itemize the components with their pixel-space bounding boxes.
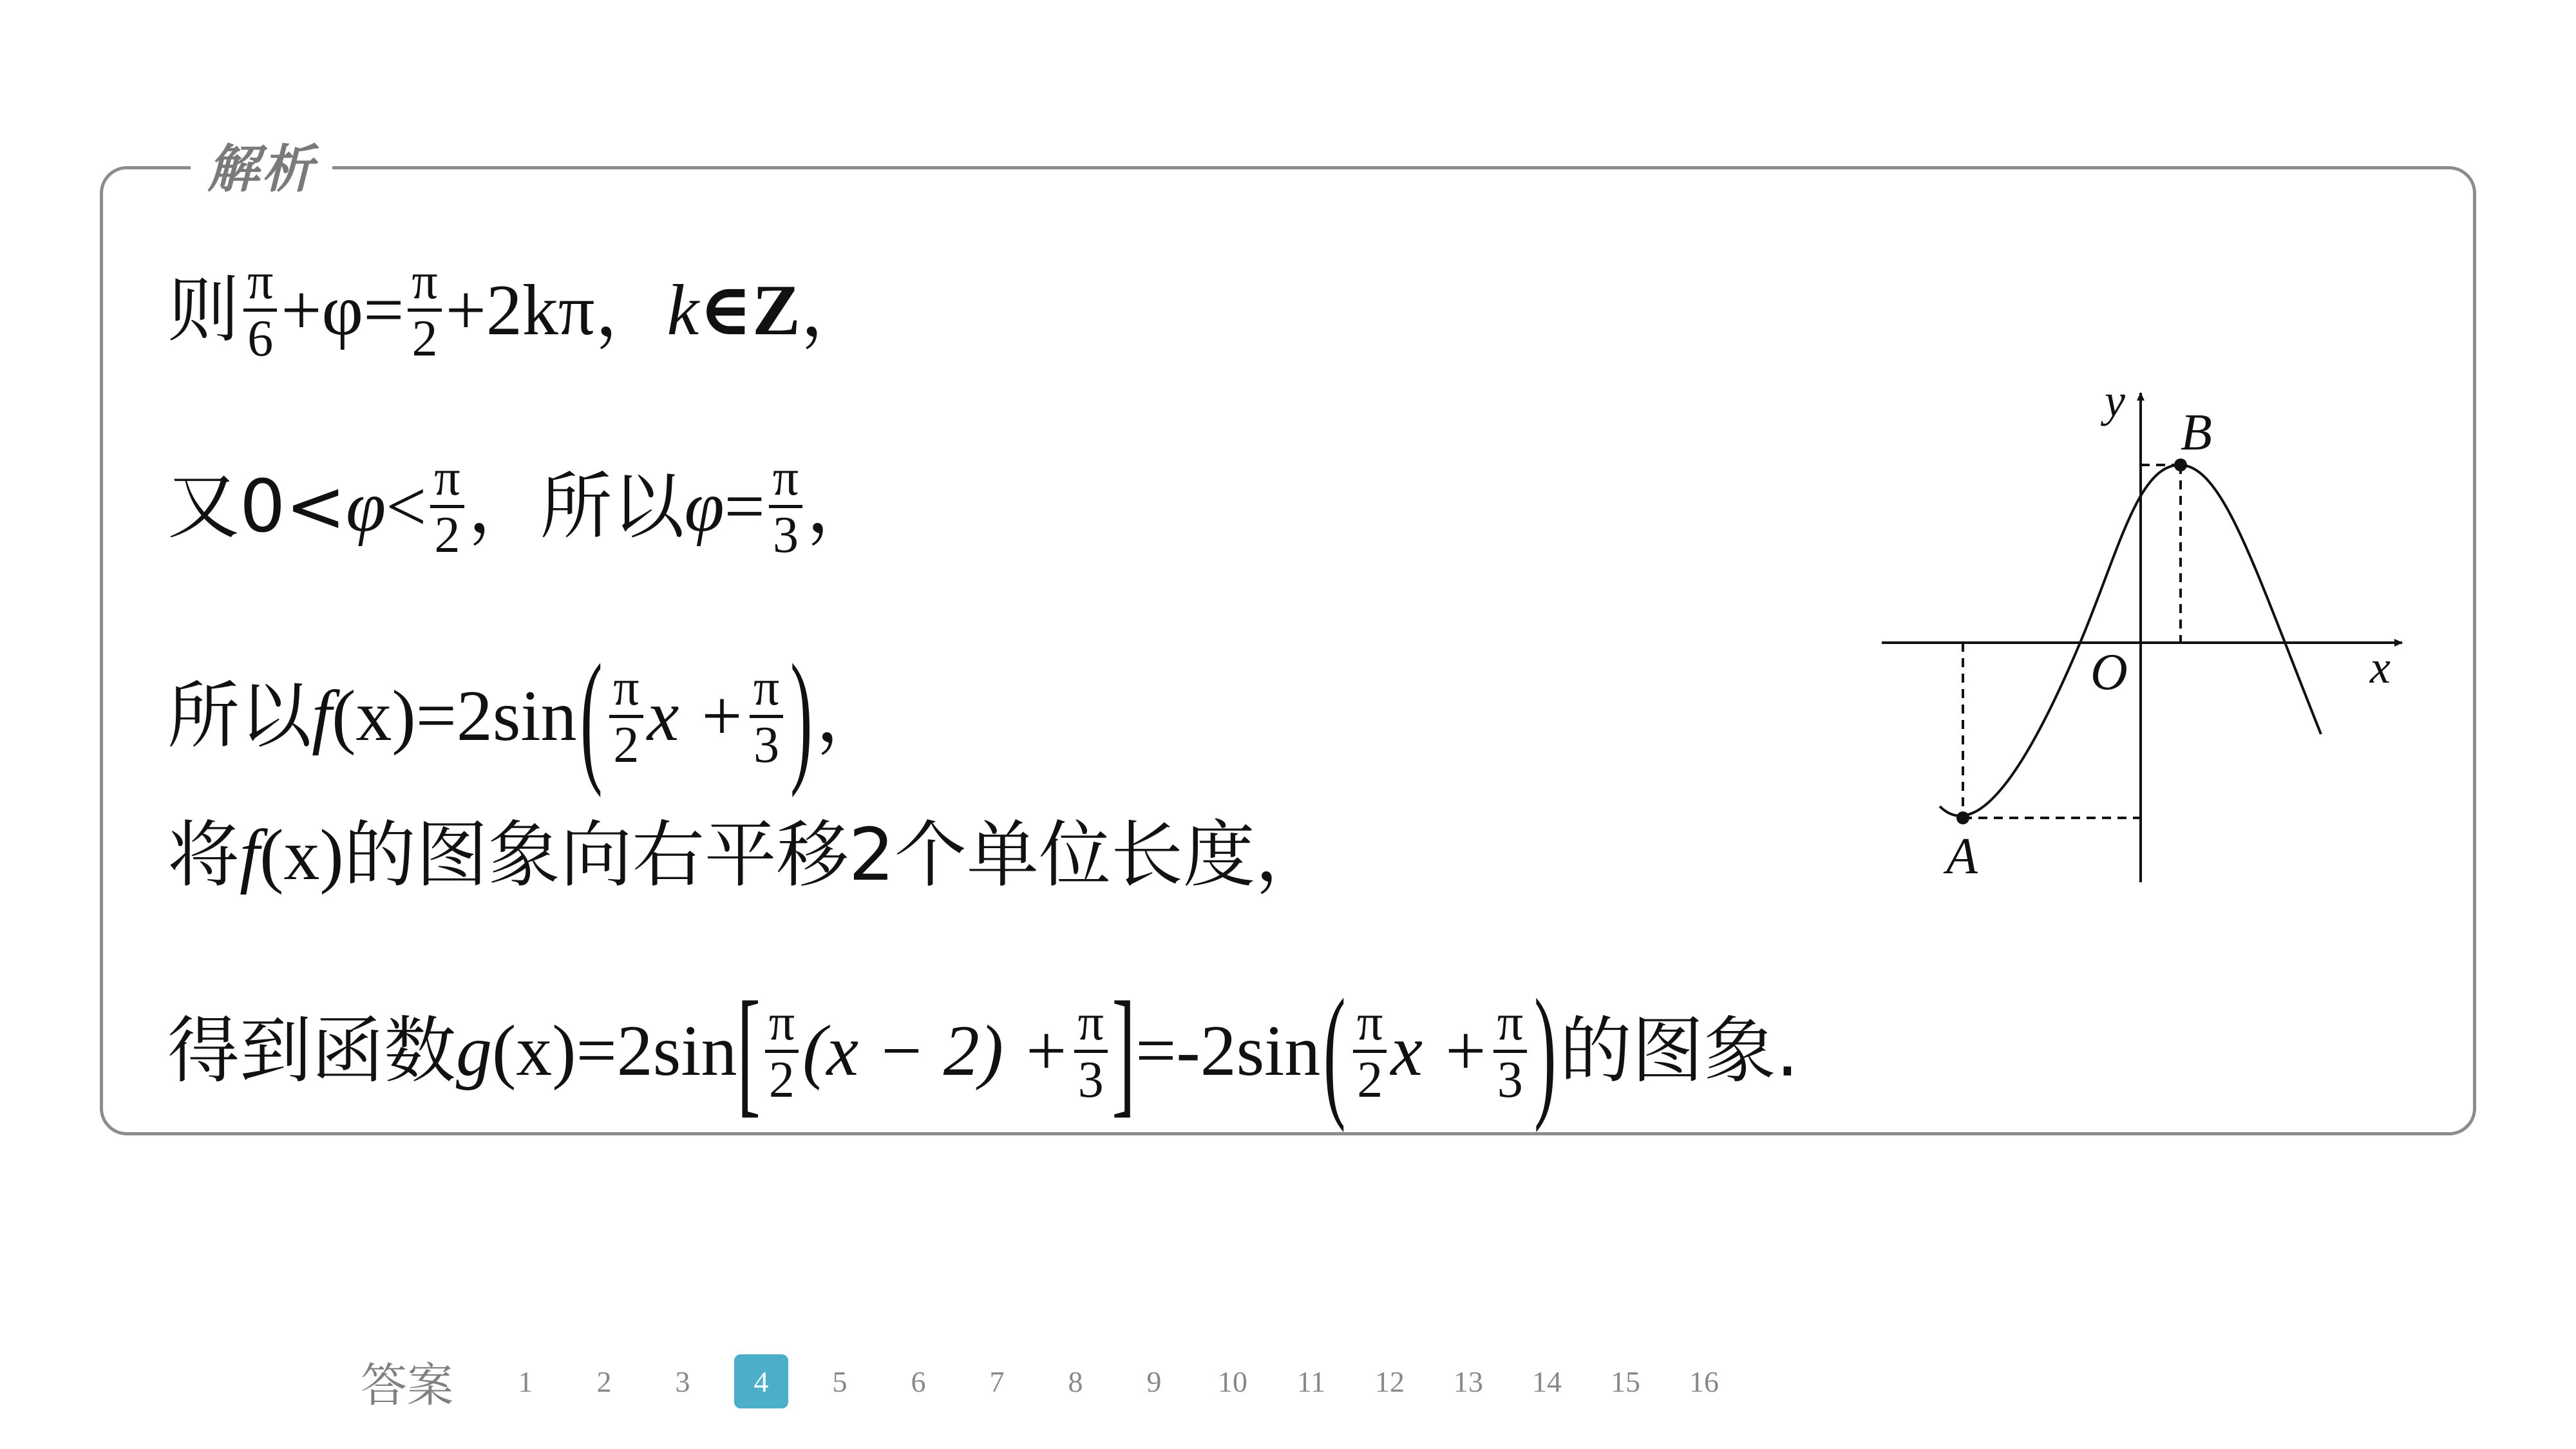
math-text: (x) (492, 1011, 576, 1091)
text: 将 (167, 813, 240, 897)
fraction-pi-over-2: $\frac{\pi}{2}$ (408, 254, 441, 366)
math-text: < (386, 466, 427, 547)
point-b-label: B (2181, 404, 2212, 461)
page-button-9[interactable]: 9 (1146, 1365, 1162, 1398)
page-button-10[interactable]: 10 (1218, 1365, 1248, 1398)
fraction-pi-over-3: $\frac{\pi}{3}$ (750, 661, 783, 772)
math-text: (x) (260, 815, 344, 895)
fraction-pi-over-3: $\frac{\pi}{3}$ (769, 451, 802, 562)
page-button-6[interactable]: 6 (911, 1365, 926, 1398)
page-button-2[interactable]: 2 (596, 1365, 612, 1398)
math-var: f (312, 676, 332, 756)
text: 得到函数 (167, 1009, 456, 1093)
solution-line-5 (167, 969, 1799, 1133)
point-a-dot (1956, 811, 1969, 824)
solution-line-1 (167, 254, 873, 366)
math-var: g (456, 1011, 492, 1091)
page-button-8[interactable]: 8 (1068, 1365, 1083, 1398)
text: ，所以 (468, 464, 685, 549)
math-text: ∈Z (699, 270, 800, 350)
right-bracket: ] (1112, 972, 1135, 1130)
sine-curve (1940, 465, 2321, 816)
math-var: φ (684, 466, 724, 547)
page-button-15[interactable]: 15 (1611, 1365, 1641, 1398)
math-text: x + (1390, 1011, 1490, 1091)
fraction-pi-over-2: $\frac{\pi}{2}$ (430, 451, 464, 562)
math-text: = (724, 466, 765, 547)
left-paren: ( (580, 634, 603, 798)
page-button-12[interactable]: 12 (1375, 1365, 1405, 1398)
fraction-pi-over-3: $\frac{\pi}{3}$ (1493, 996, 1527, 1107)
math-text: x + (647, 676, 746, 756)
math-text: =-2sin (1135, 1011, 1321, 1091)
sine-graph (1868, 374, 2421, 902)
fraction-pi-over-3: $\frac{\pi}{3}$ (1074, 996, 1108, 1107)
fraction-pi-over-6: $\frac{\pi}{6}$ (243, 254, 277, 366)
page-button-16[interactable]: 16 (1689, 1365, 1719, 1398)
x-axis-label: x (2370, 641, 2391, 693)
math-var: φ (346, 466, 386, 547)
math-text: =2sin (576, 1011, 737, 1091)
fraction-pi-over-2: $\frac{\pi}{2}$ (765, 996, 799, 1107)
punct: ， (800, 268, 873, 352)
origin-label: O (2090, 644, 2128, 701)
right-paren: ) (790, 634, 813, 798)
solution-line-4 (167, 813, 1327, 897)
page-button-11[interactable]: 11 (1296, 1365, 1326, 1398)
text: 又0< (167, 464, 346, 549)
page-button-7[interactable]: 7 (989, 1365, 1005, 1398)
math-text: (x) (332, 676, 416, 756)
math-text: =2sin (415, 676, 577, 756)
page-button-14[interactable]: 14 (1532, 1365, 1562, 1398)
fraction-pi-over-2: $\frac{\pi}{2}$ (1353, 996, 1387, 1107)
solution-line-2 (167, 451, 878, 562)
math-text: (x − 2) + (802, 1011, 1070, 1091)
point-a-label: A (1946, 828, 1978, 885)
text: 的图象. (1559, 1009, 1799, 1093)
math-text: +2kπ (445, 270, 595, 350)
math-var: f (240, 815, 260, 895)
text: 则 (167, 268, 240, 352)
fraction-pi-over-2: $\frac{\pi}{2}$ (609, 661, 643, 772)
text: 所以 (167, 674, 312, 758)
punct: ， (815, 674, 888, 758)
math-var: k (667, 270, 699, 350)
answer-pager (361, 1352, 1756, 1410)
panel-title: 解析 (191, 128, 332, 202)
page-button-1[interactable]: 1 (518, 1365, 533, 1398)
math-text: +φ= (281, 270, 404, 350)
answer-label[interactable]: 答案 (361, 1358, 454, 1412)
text: 的图象向右平移2个单位长度， (343, 813, 1327, 897)
punct: ， (806, 464, 879, 549)
left-bracket: [ (737, 972, 761, 1130)
y-axis-label: y (2105, 375, 2125, 426)
page-button-4[interactable]: 4 (734, 1354, 788, 1408)
left-paren: ( (1323, 969, 1346, 1133)
page-button-5[interactable]: 5 (832, 1365, 848, 1398)
right-paren: ) (1534, 969, 1557, 1133)
solution-line-3 (167, 634, 888, 798)
punct: ， (594, 268, 667, 352)
page-button-13[interactable]: 13 (1454, 1365, 1484, 1398)
page-button-3[interactable]: 3 (675, 1365, 690, 1398)
page-list (498, 1354, 1756, 1408)
